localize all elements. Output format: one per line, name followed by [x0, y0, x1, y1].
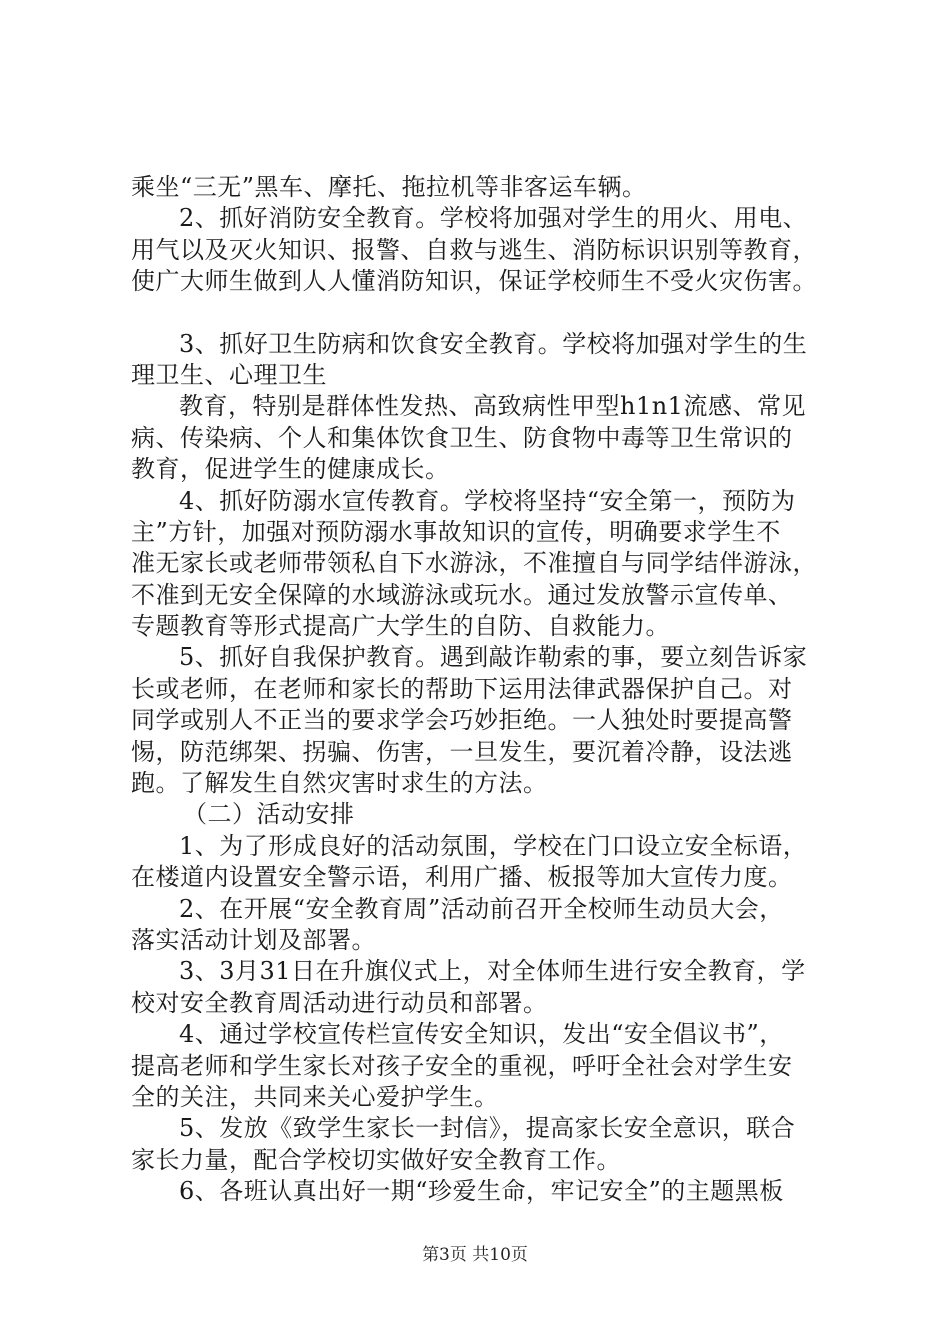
text-line: 乘坐“三无”黑车、摩托、拖拉机等非客运车辆。 [131, 173, 647, 201]
text-line: 病、传染病、个人和集体饮食卫生、防食物中毒等卫生常识的 [131, 423, 793, 452]
paragraph-health-safety: 3、抓好卫生防病和饮食安全教育。学校将加强对学生的生 [179, 329, 808, 358]
text-line: 跑。了解发生自然灾害时求生的方法。 [131, 769, 548, 798]
paragraph-gap [131, 298, 851, 329]
paragraph-fire-safety: 2、抓好消防安全教育。学校将加强对学生的用火、用电、 [179, 204, 808, 233]
text-line: 在楼道内设置安全警示语，利用广播、板报等加大宣传力度。 [131, 863, 793, 892]
text-line: 长或老师，在老师和家长的帮助下运用法律武器保护自己。对 [131, 674, 793, 703]
paragraph-self-protection: 5、抓好自我保护教育。遇到敲诈勒索的事，要立刻告诉家 [179, 643, 808, 672]
text-line: 校对安全教育周活动进行动员和部署。 [131, 988, 548, 1017]
text-line: 同学或别人不正当的要求学会巧妙拒绝。一人独处时要提高警 [131, 706, 793, 735]
paragraph-drowning-prevention: 4、抓好防溺水宣传教育。学校将坚持“安全第一，预防为 [179, 486, 796, 515]
text-line: 主”方针，加强对预防溺水事故知识的宣传，明确要求学生不 [131, 517, 781, 546]
text-line: 准无家长或老师带领私自下水游泳，不准擅自与同学结伴游泳， [131, 549, 817, 578]
paragraph-activity-3: 3、3月31日在升旗仪式上，对全体师生进行安全教育，学 [179, 957, 806, 986]
text-line: 使广大师生做到人人懂消防知识，保证学校师生不受火灾伤害。 [131, 267, 817, 296]
text-line: 专题教育等形式提高广大学生的自防、自救能力。 [131, 612, 670, 641]
text-line: 不准到无安全保障的水域游泳或玩水。通过发放警示宣传单、 [131, 580, 793, 609]
text-line: 提高老师和学生家长对孩子安全的重视，呼吁全社会对学生安 [131, 1051, 793, 1080]
paragraph-activity-5: 5、发放《致学生家长一封信》，提高家长安全意识，联合 [179, 1114, 796, 1143]
paragraph-activity-6: 6、各班认真出好一期“珍爱生命，牢记安全”的主题黑板 [179, 1177, 784, 1206]
text-line: 家长力量，配合学校切实做好安全教育工作。 [131, 1145, 621, 1174]
paragraph-activity-4: 4、通过学校宣传栏宣传安全知识，发出“安全倡议书”， [179, 1020, 784, 1049]
text-line: 用气以及灭火知识、报警、自救与逃生、消防标识识别等教育， [131, 235, 817, 264]
text-line: 教育，特别是群体性发热、高致病性甲型h1n1流感、常见 [179, 392, 806, 421]
paragraph-activity-2: 2、在开展“安全教育周”活动前召开全校师生动员大会， [179, 894, 784, 923]
text-line: 惕，防范绑架、拐骗、伤害，一旦发生，要沉着冷静，设法逃 [131, 737, 793, 766]
page-number-footer: 第3页 共10页 [422, 1245, 528, 1265]
paragraph-activity-1: 1、为了形成良好的活动氛围，学校在门口设立安全标语， [179, 831, 808, 860]
section-heading-activities: （二）活动安排 [183, 800, 355, 829]
text-line: 理卫生、心理卫生 [131, 360, 327, 389]
document-body [131, 172, 851, 1208]
text-line: 全的关注，共同来关心爱护学生。 [131, 1082, 499, 1111]
text-line: 教育，促进学生的健康成长。 [131, 455, 450, 484]
text-line: 落实活动计划及部署。 [131, 925, 376, 954]
